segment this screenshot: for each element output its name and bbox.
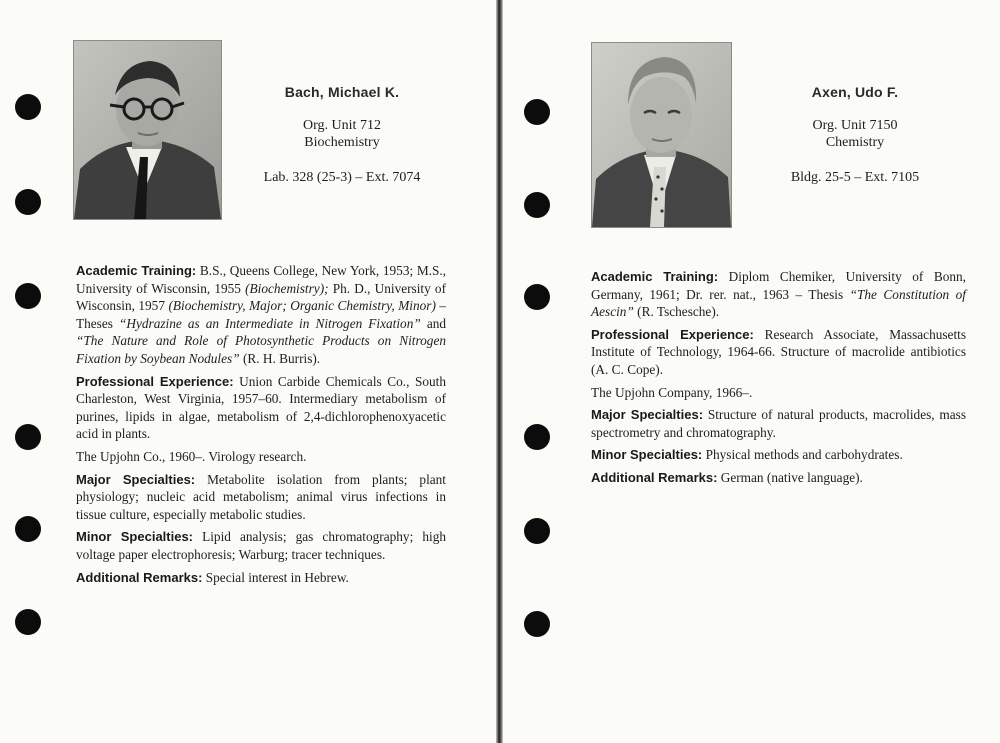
- academic-training-paragraph: [76, 262, 446, 368]
- resume-body-axen: [591, 268, 966, 492]
- academic-training-text: B.S., Queens College, New York, 1953; M.S., University of Wisconsin, 1955: [76, 263, 447, 296]
- major-specialties-label: Major Specialties:: [76, 471, 196, 487]
- academic-training-label: Academic Training:: [591, 269, 719, 284]
- professional-experience-paragraph: [76, 373, 446, 443]
- minor-specialties-text: Physical methods and carbohydrates.: [705, 447, 903, 463]
- academic-training-text: (R. Tschesche).: [637, 304, 720, 320]
- academic-training-italic: (Biochemistry, Major; Organic Chemistry, Minor): [168, 298, 436, 314]
- academic-training-text: (R. H. Burris).: [242, 350, 321, 366]
- major-specialties-paragraph: [591, 406, 966, 441]
- location-extension: Bldg. 25-5 – Ext. 7105: [790, 170, 920, 185]
- binder-hole: [15, 424, 41, 450]
- left-page: [0, 0, 497, 743]
- portrait-image: [74, 41, 221, 219]
- additional-remarks-paragraph: [591, 469, 966, 487]
- binder-hole: [15, 609, 41, 635]
- additional-remarks-text: German (native language).: [720, 469, 863, 485]
- upjohn-paragraph: The Upjohn Co., 1960–. Virology research.: [76, 448, 307, 464]
- binder-hole: [524, 284, 550, 310]
- academic-training-paragraph: [591, 268, 966, 321]
- minor-specialties-text: Lipid analysis; gas chromatography; high voltage paper electrophoresis; Warburg; tracer techniques.: [76, 529, 446, 562]
- book-gutter: [496, 0, 503, 743]
- minor-specialties-paragraph: [591, 446, 966, 464]
- professional-experience-label: Professional Experience:: [76, 373, 234, 389]
- thesis-title: “Hydrazine as an Intermediate in Nitrogen Fixation”: [119, 315, 421, 331]
- additional-remarks-paragraph: [76, 569, 446, 587]
- major-specialties-text: Metabolite isolation from plants; plant physiology; nucleic acid metabolism; animal virus infections in tissue culture, especially metabolic studies.: [76, 471, 447, 522]
- binder-hole: [524, 99, 550, 125]
- binder-hole: [524, 192, 550, 218]
- binder-hole: [15, 94, 41, 120]
- minor-specialties-label: Minor Specialties:: [591, 447, 703, 463]
- academic-training-label: Academic Training:: [76, 263, 197, 278]
- binder-hole: [15, 516, 41, 542]
- additional-remarks-label: Additional Remarks:: [591, 469, 718, 485]
- org-unit: Org. Unit 7150: [812, 118, 898, 133]
- portrait-image: [592, 43, 731, 227]
- binder-hole: [524, 611, 550, 637]
- portrait-photo-axen: [591, 42, 732, 228]
- header-axen: [745, 84, 965, 186]
- binder-hole: [15, 189, 41, 215]
- person-name: Bach, Michael K.: [284, 84, 400, 100]
- academic-training-text: Diplom Chemiker, University of Bonn, Germany, 1961; Dr. rer. nat., 1963 – Thesis: [591, 269, 966, 302]
- major-specialties-label: Major Specialties:: [591, 407, 704, 423]
- department: Chemistry: [825, 135, 885, 150]
- thesis-title: “The Nature and Role of Photosynthetic Products on Nitrogen Fixation by Soybean Nodules”: [76, 333, 446, 366]
- additional-remarks-label: Additional Remarks:: [76, 569, 203, 585]
- additional-remarks-text: Special interest in Hebrew.: [205, 569, 349, 585]
- right-page: [503, 0, 1000, 743]
- header-bach: [232, 84, 452, 186]
- professional-experience-label: Professional Experience:: [591, 326, 754, 342]
- portrait-photo-bach: [73, 40, 222, 220]
- department: Biochemistry: [304, 135, 380, 150]
- professional-experience-paragraph: [591, 326, 966, 379]
- academic-training-text: Ph. D., University of Wisconsin, 1957: [76, 280, 447, 314]
- binder-hole: [524, 518, 550, 544]
- org-unit: Org. Unit 712: [303, 118, 381, 133]
- academic-training-italic: (Biochemistry);: [245, 280, 329, 296]
- professional-experience-text: Union Carbide Chemicals Co., South Charleston, West Virginia, 1957–60. Intermediary metabolism of purines, lipids in algae, metabolism of 2,4-dichlorophenoxyacetic acid in plants.: [76, 373, 447, 442]
- minor-specialties-paragraph: [76, 528, 446, 563]
- location-extension: Lab. 328 (25-3) – Ext. 7074: [263, 170, 421, 185]
- major-specialties-paragraph: [76, 471, 446, 524]
- binder-hole: [524, 424, 550, 450]
- major-specialties-text: Structure of natural products, macrolides, mass spectrometry and chromatography.: [591, 407, 966, 440]
- minor-specialties-label: Minor Specialties:: [76, 529, 194, 545]
- professional-experience-text: Research Associate, Massachusetts Institute of Technology, 1964-66. Structure of macrolide antibiotics (A. C. Cope).: [591, 326, 967, 377]
- academic-training-text: and: [426, 315, 447, 331]
- thesis-title: “The Constitution of Aescin”: [591, 286, 966, 320]
- binder-hole: [15, 283, 41, 309]
- person-name: Axen, Udo F.: [811, 84, 899, 100]
- upjohn-paragraph: The Upjohn Company, 1966–.: [591, 384, 753, 400]
- academic-training-text: – Theses: [76, 298, 446, 331]
- resume-body-bach: [76, 262, 446, 591]
